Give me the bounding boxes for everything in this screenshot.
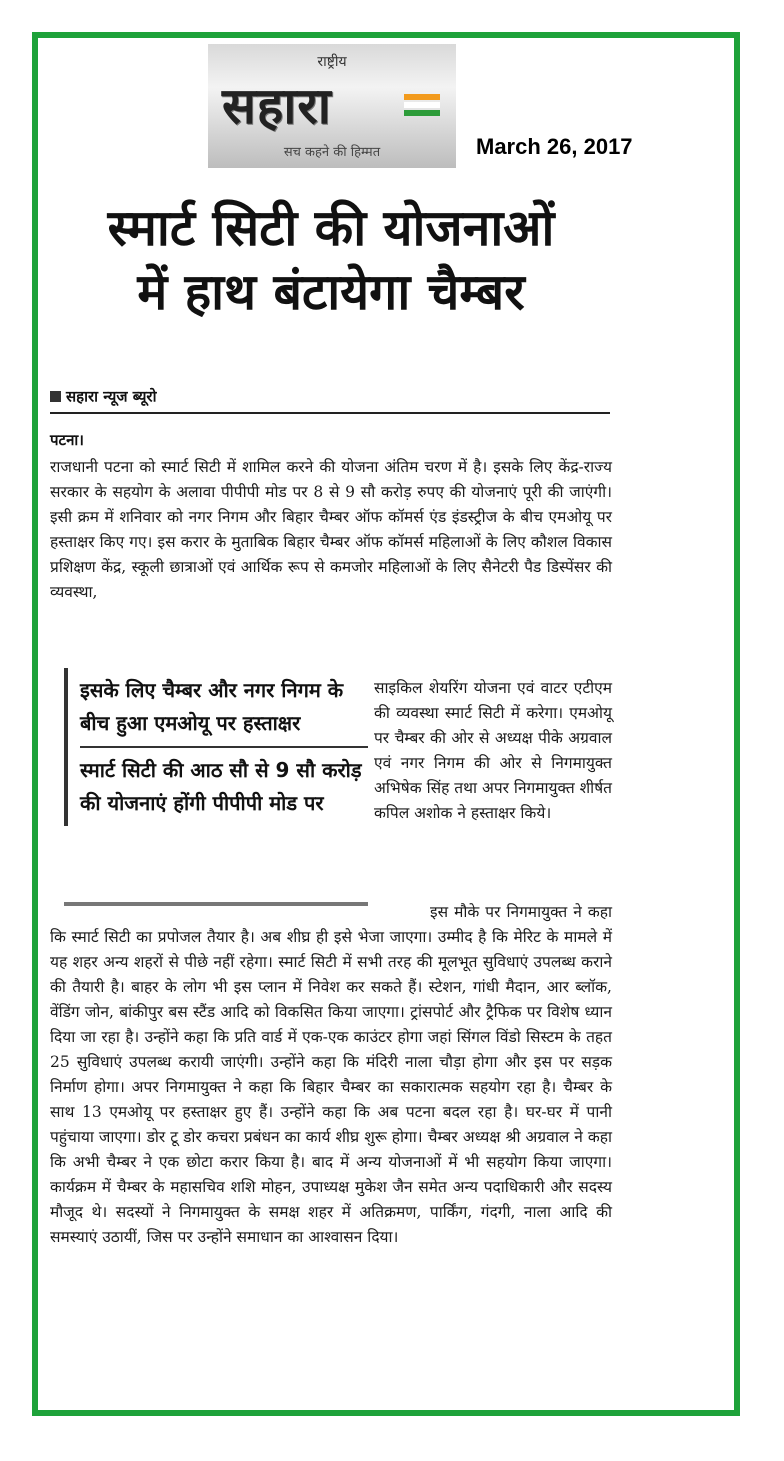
- masthead-name: सहारा: [222, 76, 332, 135]
- pull-quote-2: स्मार्ट सिटी की आठ सौ से 9 सौ करोड़ की योजनाएं होंगी पीपीपी मोड पर: [80, 746, 368, 826]
- pull-quote-box: [64, 668, 368, 826]
- square-bullet-icon: [50, 391, 61, 402]
- masthead-top-text: राष्ट्रीय: [317, 54, 347, 70]
- article-paragraph-3: इस मौके पर निगमायुक्त ने कहा कि स्मार्ट सिटी का प्रपोजल तैयार है। अब शीघ्र ही इसे भेजा जाएगा। उम्मीद है कि मेरिट के मामले में यह शहर अन्य शहरों से पीछे नहीं रहेगा। स्मार्ट सिटी में सभी तरह की मूलभूत सुविधाएं उपलब्ध कराने की तैयारी है। बाहर के लोग भी इस प्लान में निवेश कर सकते हैं। स्टेशन, गांधी मैदान, आर ब्लॉक, वेंडिंग जोन, बांकीपुर बस स्टैंड आदि को विकसित किया जाएगा। ट्रांसपोर्ट और ट्रैफिक पर विशेष ध्यान दिया जा रहा है। उन्होंने कहा कि प्रति वार्ड में एक-एक काउंटर होगा जहां सिंगल विंडो सिस्टम के तहत 25 सुविधाएं उपलब्ध करायी जाएंगी। उन्होंने कहा कि मंदिरी नाला चौड़ा होगा और इस पर सड़क निर्माण होगा। अपर निगमायुक्त ने कहा कि बिहार चैम्बर का सकारात्मक सहयोग रहा है। चैम्बर के साथ 13 एमओयू पर हस्ताक्षर हुए हैं। उन्होंने कहा कि अब पटना बदल रहा है। घर-घर में पानी पहुंचाया जाएगा। डोर टू डोर कचरा प्रबंधन का कार्य शीघ्र शुरू होगा। चैम्बर अध्यक्ष श्री अग्रवाल ने कहा कि अभी चैम्बर ने एक छोटा करार किया है। बाद में अन्य योजनाओं में भी सहयोग किया जाएगा। कार्यक्रम में चैम्बर के महासचिव शशि मोहन, उपाध्यक्ष मुकेश जैन समेत अन्य पदाधिकारी और सदस्य मौजूद थे। सदस्यों ने निगमायुक्त के समक्ष शहर में अतिक्रमण, पार्किंग, गंदगी, नाला आदि की समस्याएं उठायीं, जिस पर उन्होंने समाधान का आश्वासन दिया।: [50, 903, 612, 1246]
- tricolor-flag-icon: [404, 94, 440, 118]
- newspaper-masthead: [208, 44, 456, 168]
- article-paragraph-1: राजधानी पटना को स्मार्ट सिटी में शामिल करने की योजना अंतिम चरण में है। इसके लिए केंद्र-राज्य सरकार के सहयोग के अलावा पीपीपी मोड पर 8 से 9 सौ करोड़ रुपए की योजनाएं पूरी की जाएंगी। इसी क्रम में शनिवार को नगर निगम और बिहार चैम्बर ऑफ कॉमर्स एंड इंडस्ट्रीज के बीच एमओयू पर हस्ताक्षर किए गए। इस करार के मुताबिक बिहार चैम्बर ऑफ कॉमर्स महिलाओं के लिए कौशल विकास प्रशिक्षण केंद्र, स्कूली छात्राओं एवं आर्थिक रूप से कमजोर महिलाओं के लिए सैनेटरी पैड डिस्पेंसर की व्यवस्था,: [50, 458, 612, 601]
- headline-line-1: स्मार्ट सिटी की योजनाओं: [107, 199, 555, 257]
- headline-line-2: में हाथ बंटायेगा चैम्बर: [137, 263, 525, 321]
- byline-row: [50, 386, 610, 414]
- pull-quote-1: इसके लिए चैम्बर और नगर निगम के बीच हुआ एमओयू पर हस्ताक्षर: [80, 678, 344, 735]
- byline: सहारा न्यूज ब्यूरो: [66, 387, 157, 406]
- masthead-tagline: सच कहने की हिम्मत: [283, 145, 381, 160]
- publication-date: March 26, 2017: [476, 134, 633, 159]
- article-paragraph-2: साइकिल शेयरिंग योजना एवं वाटर एटीएम की व्यवस्था स्मार्ट सिटी में करेगा। एमओयू पर चैम्बर की ओर से अध्यक्ष पीके अग्रवाल एवं नगर निगम की ओर से निगमायुक्त अभिषेक सिंह तथा अपर निगमायुक्त शीर्षत कपिल अशोक ने हस्ताक्षर किये।: [374, 679, 612, 822]
- dateline: पटना।: [50, 431, 84, 449]
- headline: [48, 196, 614, 324]
